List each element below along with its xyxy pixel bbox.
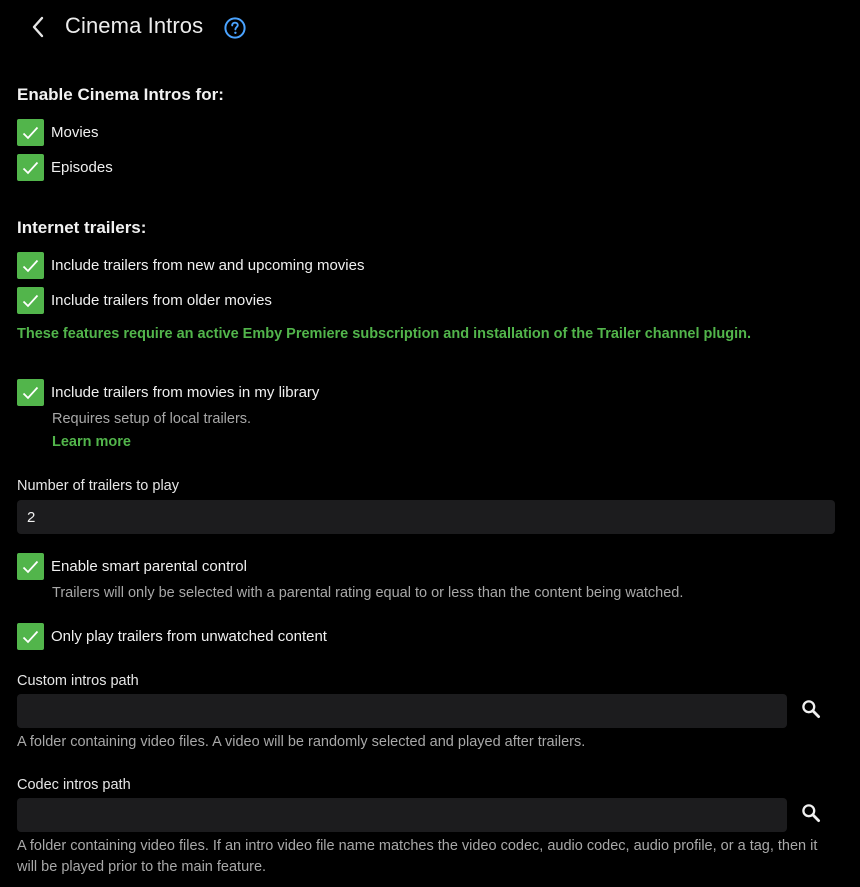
- search-icon: [801, 803, 821, 823]
- checkbox-label: Include trailers from movies in my library: [51, 384, 320, 401]
- checkbox-movies[interactable]: [17, 119, 99, 146]
- checkbox-box[interactable]: [17, 553, 44, 580]
- page-title: Cinema Intros: [65, 13, 204, 38]
- codec-intros-input[interactable]: [17, 798, 787, 832]
- library-trailers-help: Requires setup of local trailers.: [52, 411, 252, 427]
- checkbox-label: Include trailers from new and upcoming movies: [51, 257, 365, 274]
- num-trailers-input[interactable]: [17, 500, 835, 534]
- check-icon: [22, 161, 39, 175]
- internet-section-title: Internet trailers:: [17, 218, 147, 237]
- search-icon: [801, 699, 821, 719]
- codec-intros-browse-button[interactable]: [796, 798, 826, 828]
- check-icon: [22, 630, 39, 644]
- check-icon: [22, 560, 39, 574]
- help-button[interactable]: [223, 16, 247, 40]
- question-circle-icon: [223, 16, 247, 40]
- check-icon: [22, 294, 39, 308]
- checkbox-label: Movies: [51, 124, 99, 141]
- checkbox-upcoming-trailers[interactable]: [17, 252, 364, 279]
- premiere-note: These features require an active Emby Premiere subscription and installation of the Trailer channel plugin.: [17, 326, 752, 342]
- checkbox-older-trailers[interactable]: [17, 287, 272, 314]
- custom-intros-browse-button[interactable]: [796, 694, 826, 724]
- learn-more-link[interactable]: Learn more: [52, 434, 131, 450]
- checkbox-box[interactable]: [17, 119, 44, 146]
- checkbox-label: Episodes: [51, 159, 113, 176]
- back-button[interactable]: [24, 12, 52, 42]
- check-icon: [22, 386, 39, 400]
- enable-section-title: Enable Cinema Intros for:: [17, 85, 224, 104]
- check-icon: [22, 126, 39, 140]
- checkbox-box[interactable]: [17, 287, 44, 314]
- chevron-left-icon: [31, 16, 45, 38]
- checkbox-label: Include trailers from older movies: [51, 292, 272, 309]
- parental-control-help: Trailers will only be selected with a parental rating equal to or less than the content being watched.: [52, 585, 684, 601]
- checkbox-box[interactable]: [17, 154, 44, 181]
- checkbox-box[interactable]: [17, 252, 44, 279]
- codec-intros-help: A folder containing video files. If an intro video file name matches the video codec, audio codec, audio profile, or a tag, then it will be played prior to the main feature.: [17, 838, 818, 875]
- checkbox-unwatched[interactable]: [17, 623, 327, 650]
- custom-intros-input[interactable]: [17, 694, 787, 728]
- codec-intros-label: Codec intros path: [17, 777, 131, 793]
- checkbox-parental-control[interactable]: [17, 553, 247, 580]
- custom-intros-label: Custom intros path: [17, 673, 139, 689]
- checkbox-label: Enable smart parental control: [51, 558, 247, 575]
- checkbox-label: Only play trailers from unwatched content: [51, 628, 327, 645]
- checkbox-library-trailers[interactable]: [17, 379, 319, 406]
- num-trailers-label: Number of trailers to play: [17, 478, 179, 494]
- checkbox-episodes[interactable]: [17, 154, 113, 181]
- custom-intros-help: A folder containing video files. A video will be randomly selected and played after trailers.: [17, 734, 586, 750]
- check-icon: [22, 259, 39, 273]
- checkbox-box[interactable]: [17, 623, 44, 650]
- page-header: [0, 0, 860, 56]
- checkbox-box[interactable]: [17, 379, 44, 406]
